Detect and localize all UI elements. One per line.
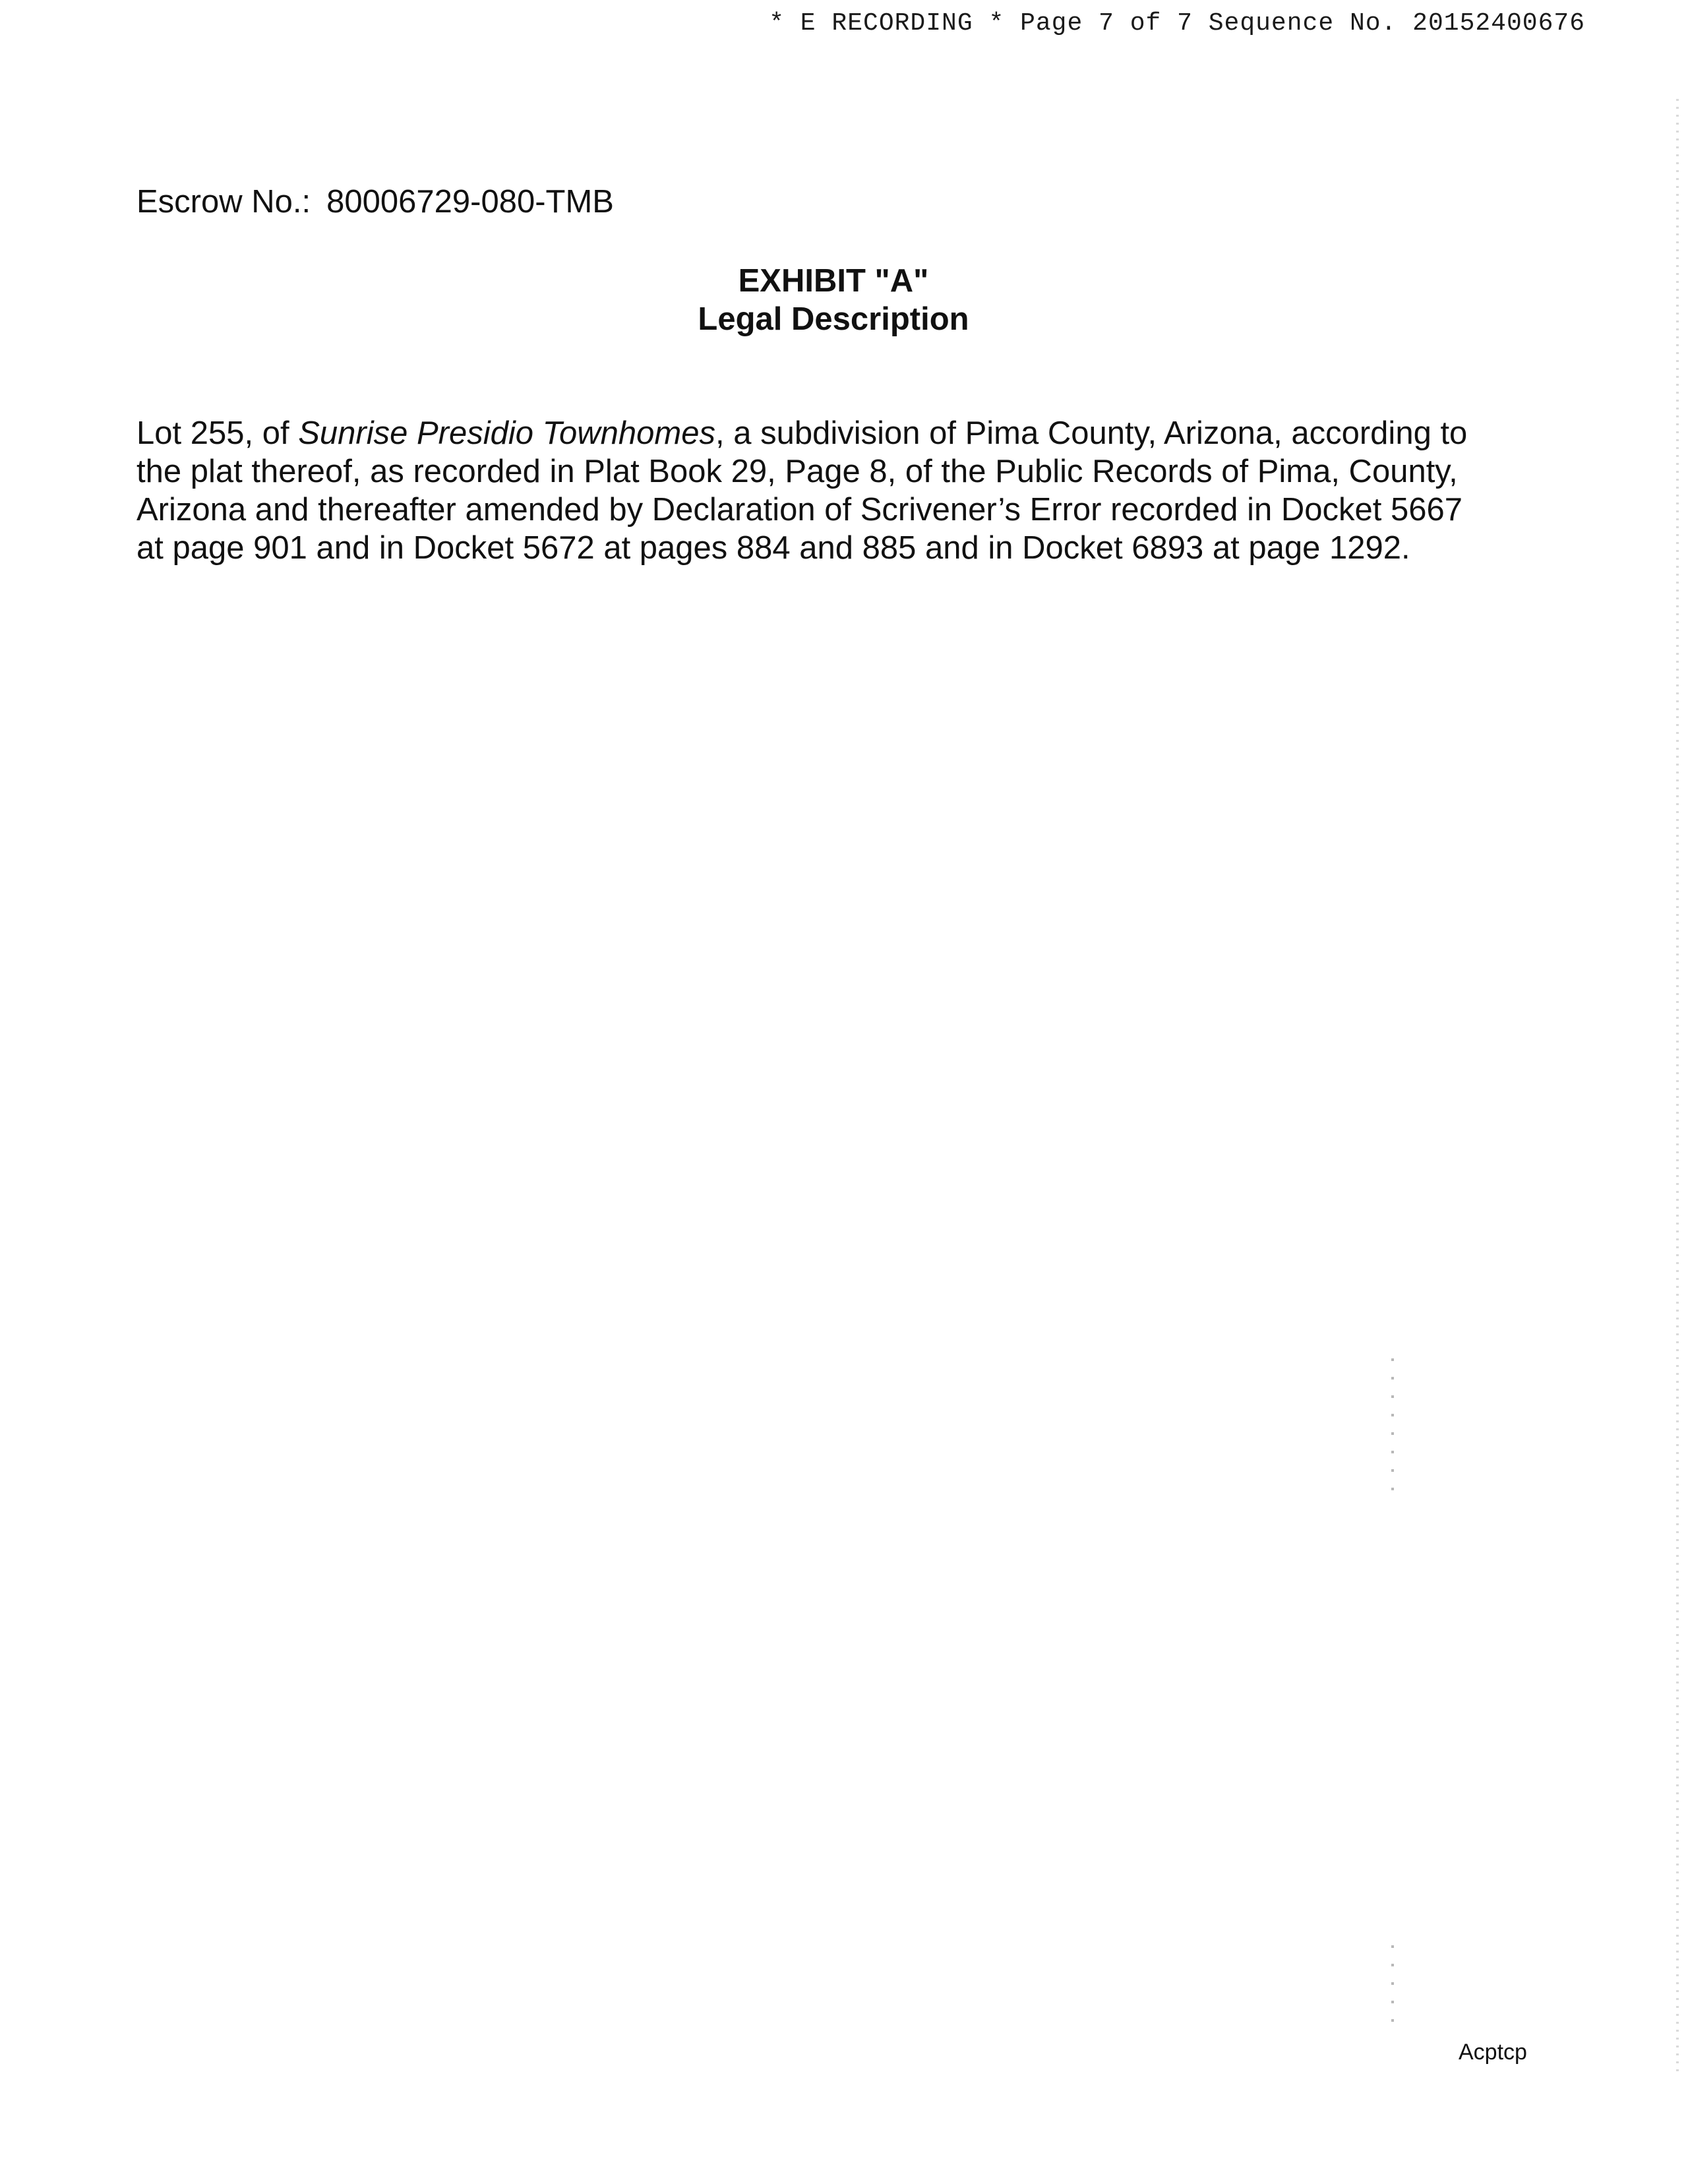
exhibit-title: EXHIBIT "A" bbox=[738, 263, 929, 299]
escrow-number-line bbox=[136, 183, 614, 220]
subdivision-name: Sunrise Presidio Townhomes bbox=[298, 415, 715, 451]
exhibit-subtitle: Legal Description bbox=[698, 301, 969, 337]
acceptance-stamp: Acptcp bbox=[1459, 2040, 1527, 2065]
scan-edge-marks bbox=[1676, 99, 1679, 2077]
scan-artifact-dots bbox=[1391, 1358, 1394, 1503]
recording-header: * E RECORDING * Page 7 of 7 Sequence No. 20152400676 bbox=[769, 9, 1585, 38]
escrow-label: Escrow No.: bbox=[136, 184, 311, 220]
legal-description bbox=[136, 414, 1521, 567]
legal-line-4: at page 901 and in Docket 5672 at pages 884 and 885 and in Docket 6893 at page 1292. bbox=[136, 530, 1410, 566]
scan-artifact-dots bbox=[1391, 1945, 1394, 2038]
escrow-number: 80006729-080-TMB bbox=[326, 184, 614, 220]
legal-line-1: Lot 255, of Sunrise Presidio Townhomes, a subdivision of Pima County, Arizona, according to bbox=[136, 415, 1468, 451]
legal-line-2: the plat thereof, as recorded in Plat Book 29, Page 8, of the Public Records of Pima, County, bbox=[136, 454, 1458, 489]
legal-line-3: Arizona and thereafter amended by Declaration of Scrivener’s Error recorded in Docket 5667 bbox=[136, 492, 1462, 528]
